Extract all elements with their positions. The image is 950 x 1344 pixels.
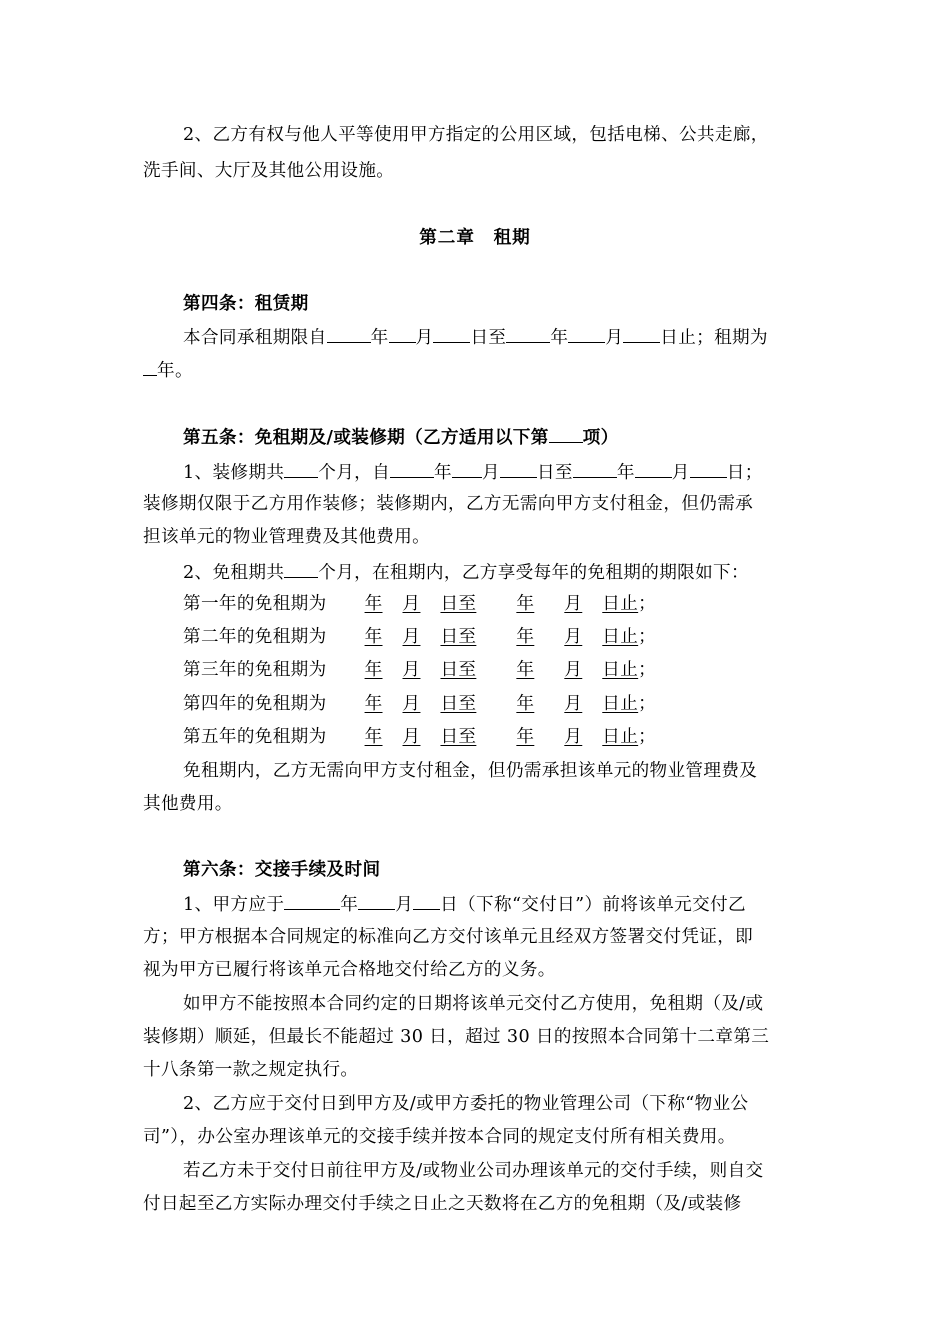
rent-free-year-line: 第四年的免租期为 年 月 日至 年 月 日止；	[183, 694, 657, 714]
paragraph-line: 2、乙方应于交付日到甲方及/或甲方委托的物业管理公司（下称“物业公	[183, 1094, 749, 1114]
article-4-heading: 第四条：租赁期	[183, 293, 309, 314]
blank-field	[284, 891, 340, 910]
paragraph-line: 十八条第一款之规定执行。	[143, 1060, 359, 1080]
article-5-item-1: 1、装修期共 个月，自 年 月 日至 年 月 日；	[183, 459, 813, 485]
article-6-item-1: 1、甲方应于 年 月 日（下称“交付日”）前将该单元交付乙	[183, 891, 813, 917]
chapter-title: 第二章 租期	[419, 227, 531, 248]
date-range-blank: 年 月 日至 年 月 日止	[364, 694, 639, 714]
paragraph-line: 免租期内，乙方无需向甲方支付租金，但仍需承担该单元的物业管理费及	[183, 761, 758, 781]
article-5-heading: 第五条：免租期及/或装修期（乙方适用以下第 项）	[183, 424, 813, 450]
blank-field	[413, 891, 440, 910]
blank-field	[433, 324, 470, 343]
date-range-blank: 年 月 日至 年 月 日止	[364, 627, 639, 647]
blank-field	[635, 459, 672, 478]
blank-field	[284, 559, 318, 578]
rent-free-year-line: 第五年的免租期为 年 月 日至 年 月 日止；	[183, 727, 657, 747]
date-range-blank: 年 月 日至 年 月 日止	[364, 727, 639, 747]
blank-field	[506, 324, 550, 343]
blank-field	[500, 459, 537, 478]
rent-free-year-line: 第三年的免租期为 年 月 日至 年 月 日止；	[183, 660, 657, 680]
paragraph-line: 如甲方不能按照本合同约定的日期将该单元交付乙方使用，免租期（及/或	[183, 994, 764, 1014]
blank-field	[389, 324, 416, 343]
paragraph-line: 装修期仅限于乙方用作装修；装修期内，乙方无需向甲方支付租金，但仍需承	[143, 494, 754, 514]
paragraph-line: 担该单元的物业管理费及其他费用。	[143, 527, 431, 547]
article-6-heading: 第六条：交接手续及时间	[183, 859, 381, 880]
rent-free-year-line: 第一年的免租期为 年 月 日至 年 月 日止；	[183, 594, 657, 614]
paragraph-line: 洗手间、大厅及其他公用设施。	[143, 161, 395, 181]
date-range-blank: 年 月 日至 年 月 日止	[364, 594, 639, 614]
paragraph-line: 2、乙方有权与他人平等使用甲方指定的公用区域，包括电梯、公共走廊，	[183, 125, 769, 145]
paragraph-line: 若乙方未于交付日前往甲方及/或物业公司办理该单元的交付手续，则自交	[183, 1161, 764, 1181]
date-range-blank: 年 月 日至 年 月 日止	[364, 660, 639, 680]
blank-field	[452, 459, 482, 478]
blank-field	[390, 459, 434, 478]
blank-field	[573, 459, 617, 478]
rent-free-year-line: 第二年的免租期为 年 月 日至 年 月 日止；	[183, 627, 657, 647]
article-4-line-1: 本合同承租期限自 年 月 日至 年 月 日止；租期为	[183, 324, 813, 350]
article-5-item-2: 2、免租期共 个月，在租期内，乙方享受每年的免租期的期限如下：	[183, 559, 813, 585]
blank-field	[549, 424, 583, 443]
paragraph-line: 方；甲方根据本合同规定的标准向乙方交付该单元且经双方签署交付凭证，即	[143, 927, 754, 947]
blank-field	[623, 324, 660, 343]
blank-field	[568, 324, 605, 343]
paragraph-line: 其他费用。	[143, 794, 233, 814]
blank-field	[143, 357, 157, 376]
blank-field	[284, 459, 318, 478]
paragraph-line: 视为甲方已履行将该单元合格地交付给乙方的义务。	[143, 960, 556, 980]
blank-field	[327, 324, 371, 343]
blank-field	[358, 891, 395, 910]
article-4-line-2: 年。	[143, 357, 813, 383]
paragraph-line: 司”），办公室办理该单元的交接手续并按本合同的规定支付所有相关费用。	[143, 1127, 736, 1147]
blank-field	[690, 459, 727, 478]
paragraph-line: 付日起至乙方实际办理交付手续之日止之天数将在乙方的免租期（及/或装修	[143, 1194, 742, 1214]
paragraph-line: 装修期）顺延，但最长不能超过 30 日，超过 30 日的按照本合同第十二章第三	[143, 1027, 770, 1047]
